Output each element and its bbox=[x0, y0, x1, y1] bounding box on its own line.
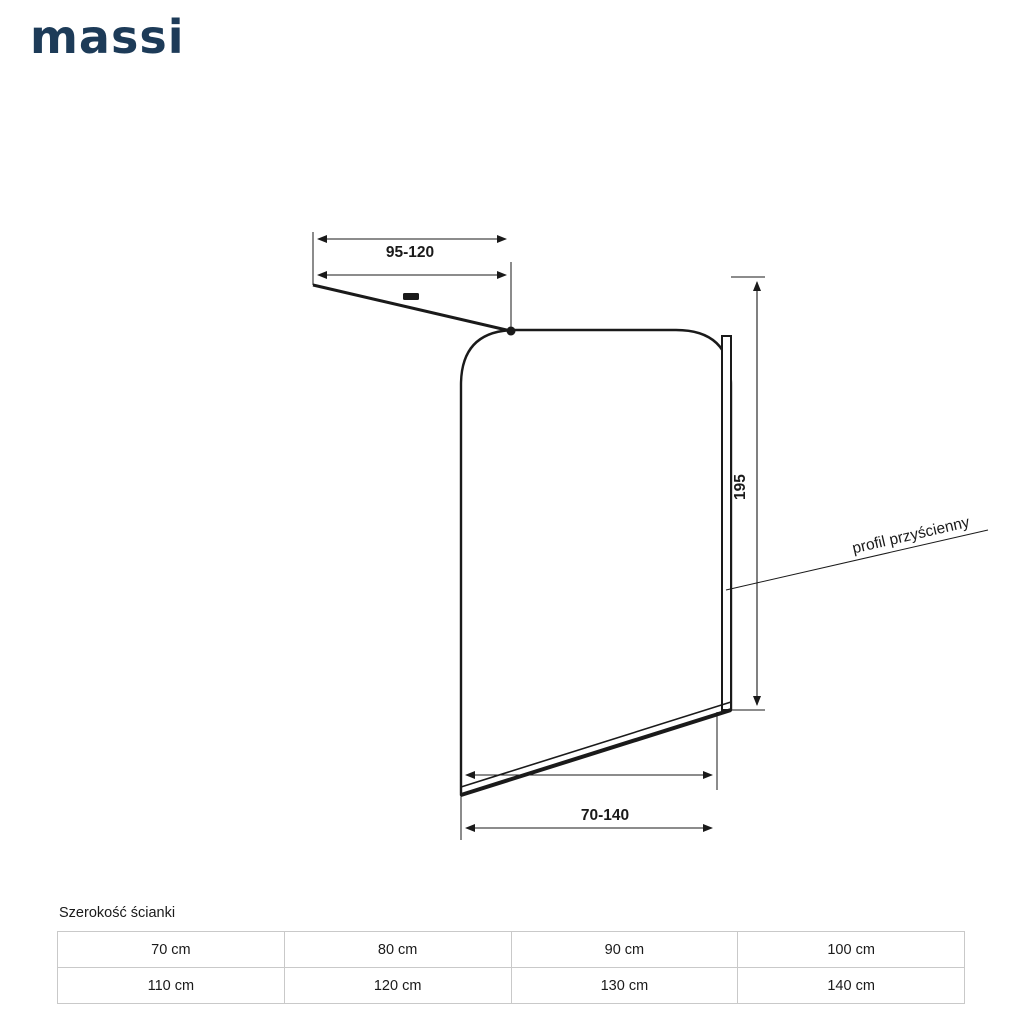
table-cell: 90 cm bbox=[511, 932, 738, 968]
brand-logo: massi bbox=[30, 10, 185, 64]
label-height: 195 bbox=[732, 474, 749, 500]
glass-panel bbox=[461, 330, 731, 795]
size-table-block bbox=[57, 905, 965, 1004]
table-cell: 110 cm bbox=[58, 968, 285, 1004]
size-table bbox=[57, 931, 965, 1004]
table-cell: 140 cm bbox=[738, 968, 965, 1004]
table-row bbox=[58, 968, 965, 1004]
table-cell: 100 cm bbox=[738, 932, 965, 968]
label-wall-profile: profil przyścienny bbox=[850, 513, 972, 558]
table-cell: 130 cm bbox=[511, 968, 738, 1004]
label-top-depth: 95-120 bbox=[385, 244, 435, 261]
size-table-caption: Szerokość ścianki bbox=[59, 905, 176, 921]
table-cell: 70 cm bbox=[58, 932, 285, 968]
table-cell: 80 cm bbox=[284, 932, 511, 968]
support-bar bbox=[313, 285, 516, 336]
table-row bbox=[58, 932, 965, 968]
table-cell: 120 cm bbox=[284, 968, 511, 1004]
wall-profile-bar bbox=[722, 336, 731, 710]
label-width: 70-140 bbox=[580, 807, 630, 824]
